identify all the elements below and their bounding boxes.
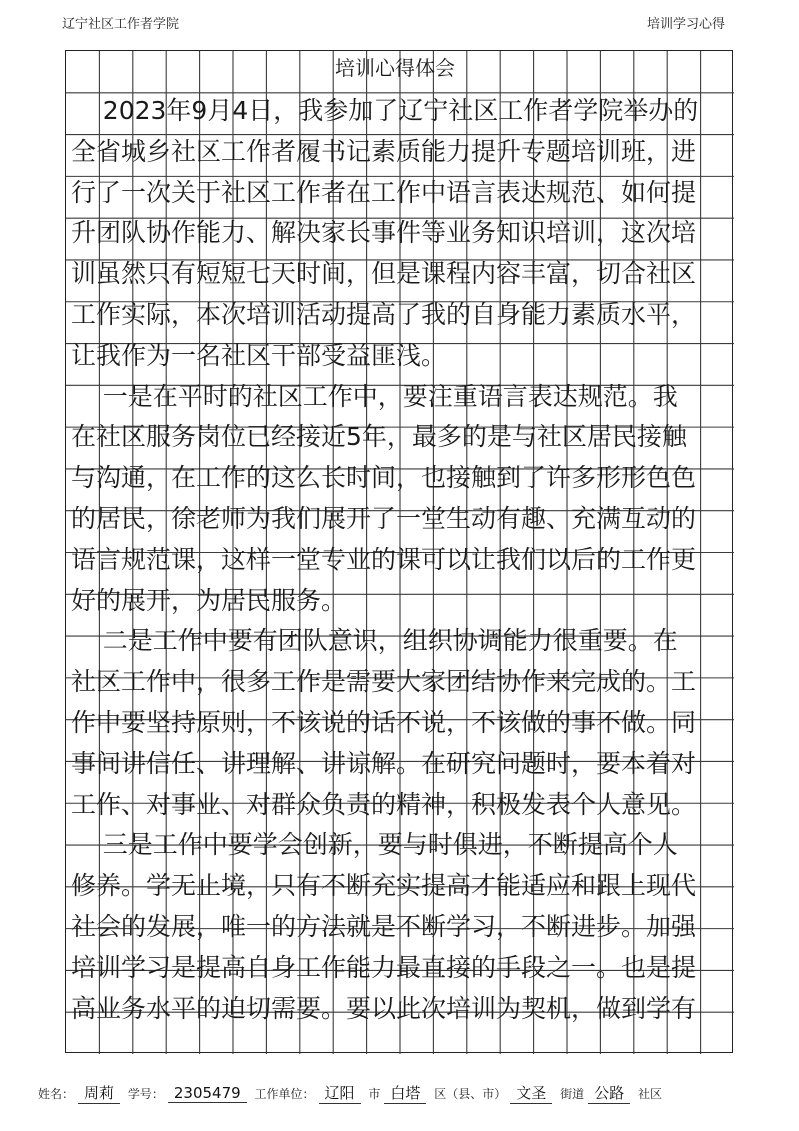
community-label: 社区: [637, 1087, 662, 1101]
text-line: 让我作为一名社区干部受益匪浅。: [71, 340, 447, 370]
name-label: 姓名：: [38, 1087, 75, 1101]
community-value: 公路: [588, 1082, 630, 1104]
text-line: 工作、对事业、对群众负责的精神，积极发表个人意见。: [71, 789, 697, 819]
street-value: 文圣: [510, 1082, 552, 1104]
header-right: 培训学习心得: [646, 17, 725, 32]
document-title: 培训心得体会: [335, 56, 455, 80]
text-line: 事间讲信任、讲理解、讲谅解。在研究问题时，要本着对: [71, 748, 697, 778]
text-line: 语言规范课，这样一堂专业的课可以让我们以后的工作更: [71, 544, 697, 574]
text-line: 培训学习是提高自身工作能力最直接的手段之一。也是提: [71, 952, 697, 982]
text-line: 高业务水平的迫切需要。要以此次培训为契机，做到学有: [71, 993, 697, 1023]
text-line: 的居民，徐老师为我们展开了一堂生动有趣、充满互动的: [71, 504, 697, 533]
footer: [38, 1082, 662, 1104]
text-line: 二是工作中要有团队意识，组织协调能力很重要。在: [71, 626, 678, 656]
header-left: 辽宁社区工作者学院: [62, 17, 180, 32]
name-value: 周莉: [78, 1082, 120, 1104]
street-label: 街道: [560, 1087, 585, 1101]
text-line: 全省城乡社区工作者履书记素质能力提升专题培训班，进: [71, 136, 697, 166]
id-label: 学号：: [127, 1087, 164, 1101]
text-line: 与沟通，在工作的这么长时间，也接触到了许多形形色色: [71, 463, 697, 493]
text-line: 一是在平时的社区工作中，要注重语言表达规范。我: [71, 381, 678, 411]
text-line: 社区工作中，很多工作是需要大家团结协作来完成的。工: [71, 667, 697, 697]
city-label: 市: [368, 1087, 381, 1101]
text-line: 升团队协作能力、解决家长事件等业务知识培训，这次培: [71, 218, 697, 248]
text-line: 作中要坚持原则，不该说的话不说，不该做的事不做。同: [71, 708, 697, 737]
district-value: 白塔: [384, 1082, 426, 1104]
text-line: 训虽然只有短短七天时间，但是课程内容丰富，切合社区: [71, 259, 697, 289]
city-value: 辽阳: [319, 1082, 361, 1104]
text-line: 工作实际，本次培训活动提高了我的自身能力素质水平，: [71, 300, 697, 329]
text-line: 行了一次关于社区工作者在工作中语言表达规范、如何提: [71, 177, 697, 207]
id-value: 2305479: [168, 1084, 247, 1103]
unit-label: 工作单位：: [254, 1087, 315, 1101]
text-line: 在社区服务岗位已经接近5年，最多的是与社区居民接触: [71, 422, 687, 452]
text-line: 2023年9月4日，我参加了辽宁社区工作者学院举办的: [71, 96, 699, 125]
text-line: 社会的发展，唯一的方法就是不断学习，不断进步。加强: [71, 912, 697, 941]
text-line: 好的展开，为居民服务。: [71, 585, 347, 615]
text-line: 修养。学无止境，只有不断充实提高才能适应和跟上现代: [71, 871, 697, 901]
district-label: 区（县、市）: [434, 1087, 507, 1101]
text-line: 三是工作中要学会创新，要与时俱进，不断提高个人: [71, 830, 678, 860]
